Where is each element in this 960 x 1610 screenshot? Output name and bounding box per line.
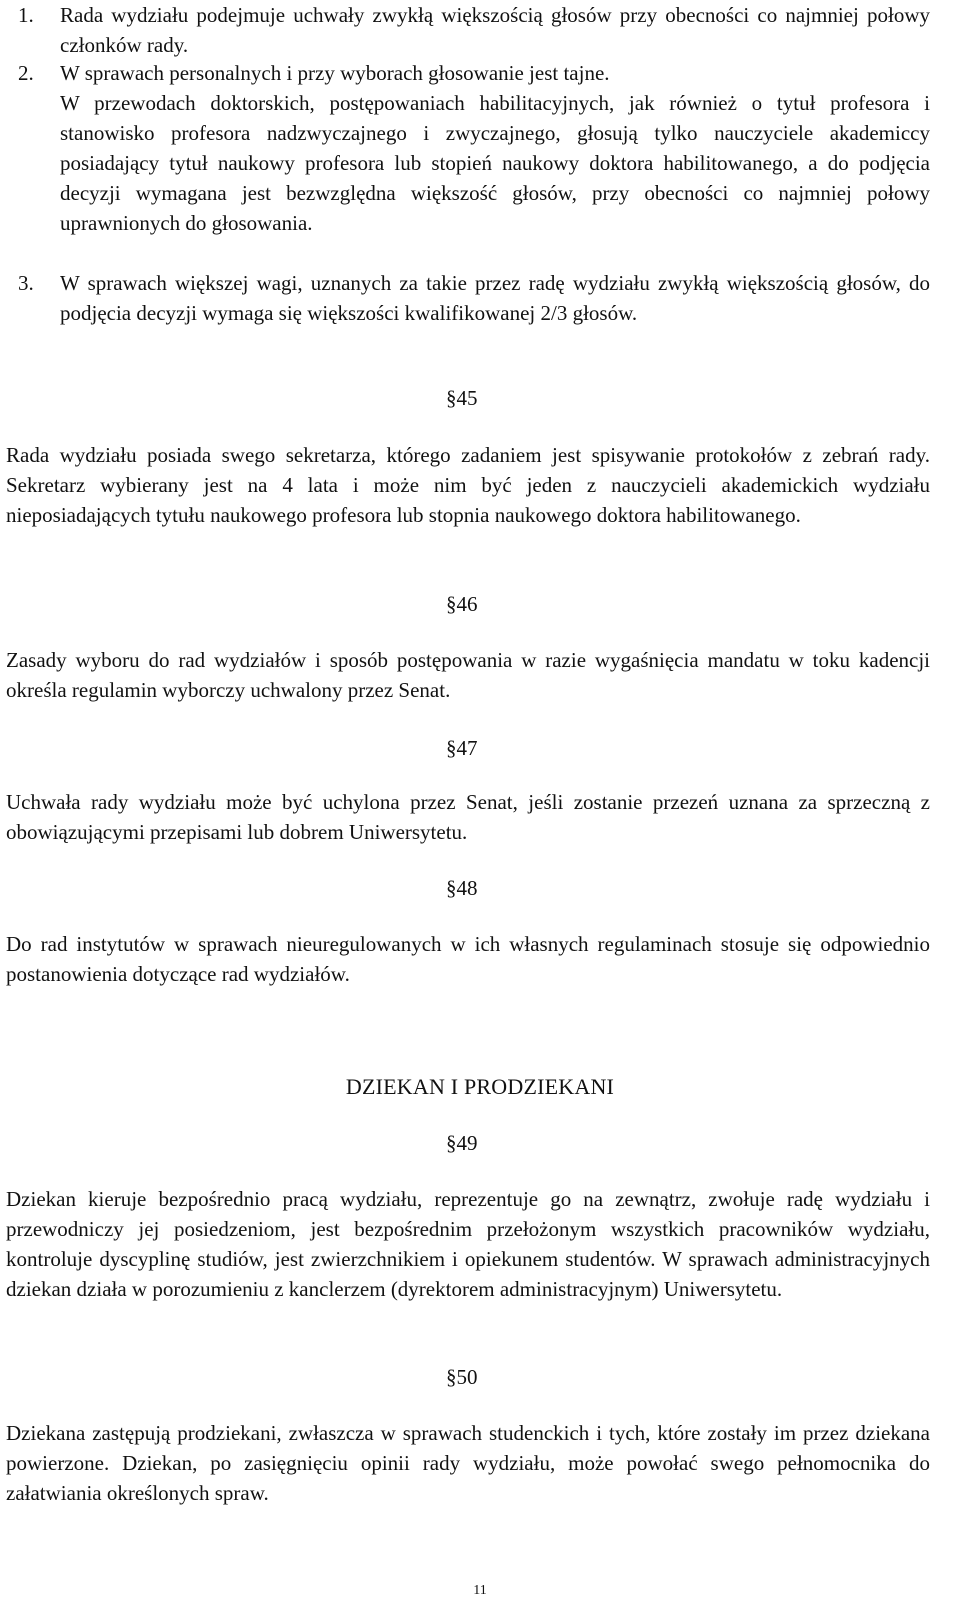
list-number: 2. [18, 61, 34, 85]
list-paragraph: W sprawach personalnych i przy wyborach głosowanie jest tajne. [60, 61, 610, 85]
section-number-47: §47 [446, 736, 478, 760]
list-number: 1. [18, 3, 34, 27]
section-number-50: §50 [446, 1365, 478, 1389]
list-item-3 [6, 268, 930, 328]
section-number-49: §49 [446, 1131, 478, 1155]
list-text [60, 268, 930, 328]
section-48-text: Do rad instytutów w sprawach nieuregulowanych w ich własnych regulaminach stosuje się odpowiednio postanowienia dotyczące rad wydziałów. [6, 932, 930, 986]
list-paragraph: W sprawach większej wagi, uznanych za takie przez radę wydziału zwykłą większością głosów, do podjęcia decyzji wymaga się większości kwalifikowanej 2/3 głosów. [60, 271, 930, 325]
section-number-46: §46 [446, 592, 478, 616]
page-number: 11 [473, 1583, 487, 1598]
section-50-text: Dziekana zastępują prodziekani, zwłaszcza w sprawach studenckich i tych, które zostały im przez dziekana powierzone. Dziekan, po zasięgnięciu opinii rady wydziału, może powołać swego pełnomocnika do załatwiania określonych spraw. [6, 1421, 930, 1505]
section-49-text: Dziekan kieruje bezpośrednio pracą wydziału, reprezentuje go na zewnątrz, zwołuje radę wydziału i przewodniczy jej posiedzeniom, jest bezpośrednim przełożonym wszystkich pracowników wydziału, kontroluje dyscyplinę studiów, jest zwierzchnikiem i opiekunem studentów. W sprawach administracyjnych dziekan działa w porozumieniu z kanclerzem (dyrektorem administracyjnym) Uniwersytetu. [6, 1187, 930, 1301]
section-number-48: §48 [446, 876, 478, 900]
list-paragraph: Rada wydziału podejmuje uchwały zwykłą większością głosów przy obecności co najmniej połowy członków rady. [60, 3, 930, 57]
section-47-text: Uchwała rady wydziału może być uchylona przez Senat, jeśli zostanie przezeń uznana za sprzeczną z obowiązującymi przepisami lub dobrem Uniwersytetu. [6, 790, 930, 844]
list-text [60, 0, 930, 60]
list-item-2 [6, 58, 930, 238]
list-paragraph: W przewodach doktorskich, postępowaniach habilitacyjnych, jak również o tytuł profesora i stanowisko profesora nadzwyczajnego i zwyczajnego, głosują tylko nauczyciele akademiccy posiadający tytuł naukowy profesora lub stopień naukowy doktora habilitowanego, a do podjęcia decyzji wymagana jest bezwzględna większość głosów, przy obecności co najmniej połowy uprawnionych do głosowania. [60, 91, 930, 235]
list-number: 3. [18, 271, 34, 295]
section-number-45: §45 [446, 386, 478, 410]
list-text [60, 58, 930, 238]
chapter-heading: DZIEKAN I PRODZIEKANI [345, 1074, 615, 1099]
section-45-text: Rada wydziału posiada swego sekretarza, którego zadaniem jest spisywanie protokołów z zebrań rady. Sekretarz wybierany jest na 4 lata i może nim być jeden z nauczycieli akademickich wydziału nieposiadających tytułu naukowego profesora lub stopnia naukowego doktora habilitowanego. [6, 443, 930, 527]
section-46-text: Zasady wyboru do rad wydziałów i sposób postępowania w razie wygaśnięcia mandatu w toku kadencji określa regulamin wyborczy uchwalony przez Senat. [6, 648, 930, 702]
list-item-1 [6, 0, 930, 60]
